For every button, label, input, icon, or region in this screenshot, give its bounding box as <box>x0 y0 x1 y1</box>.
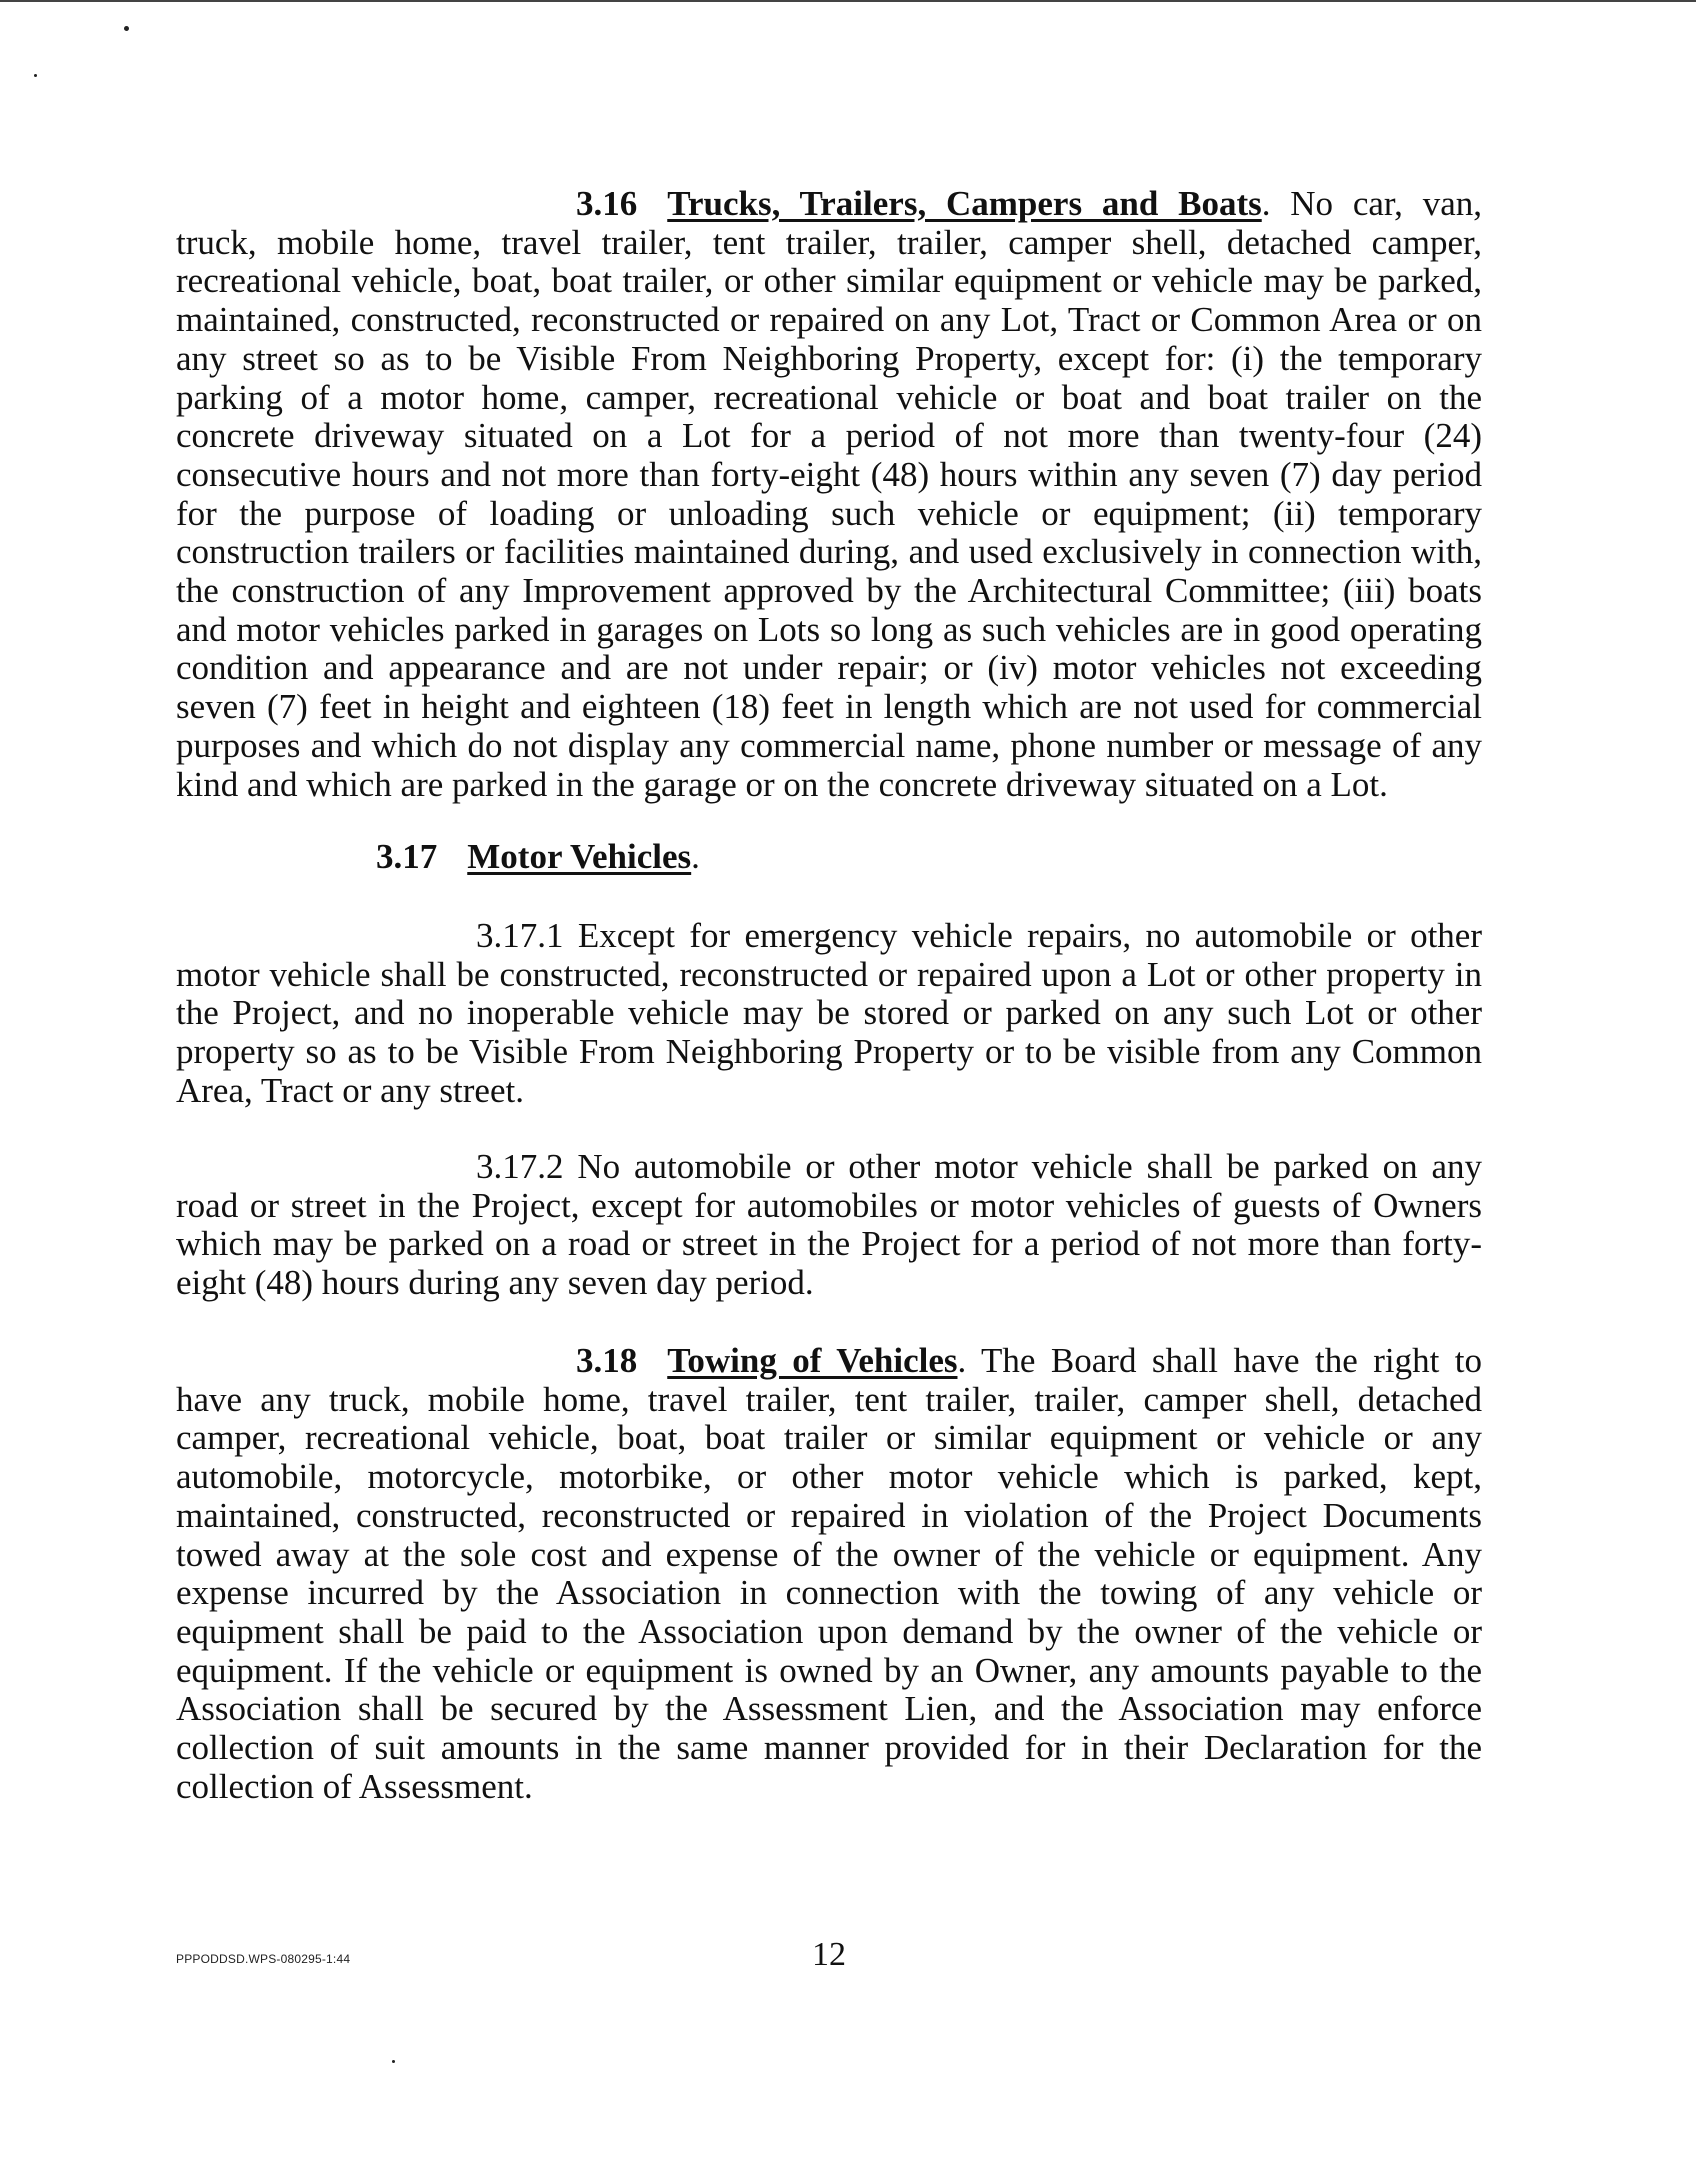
scan-edge-line <box>0 0 1696 2</box>
section-number: 3.17 <box>376 837 438 876</box>
section-3-16 <box>176 185 1482 804</box>
section-title: Towing of Vehicles <box>667 1341 958 1380</box>
section-3-17-heading <box>376 838 700 877</box>
section-title-suffix: . <box>691 837 700 876</box>
subsection-3-17-2: 3.17.2 No automobile or other motor vehicle shall be parked on any road or street in the Project, except for automobiles or motor vehicles of guests of Owners which may be parked on a road or street in the Project for a period of not more than forty-eight (48) hours during any seven day period. <box>176 1147 1482 1303</box>
section-title: Trucks, Trailers, Campers and Boats <box>667 184 1262 223</box>
scan-speck <box>392 2060 395 2063</box>
section-number: 3.16 <box>576 184 638 223</box>
section-title-suffix: . <box>957 1341 967 1380</box>
scan-speck <box>34 74 37 77</box>
footer-document-code: PPPODDSD.WPS-080295-1:44 <box>176 1952 351 1966</box>
page-number: 12 <box>812 1936 846 1973</box>
section-3-18 <box>176 1342 1482 1806</box>
section-body-text: No car, van, truck, mobile home, travel trailer, tent trailer, trailer, camper shell, detached camper, recreational vehicle, boat, boat trailer, or other similar equipment or vehicle may be parked, maintained, constructed, reconstructed or repaired on any Lot, Tract or Common Area or on any street so as to be Visible From Neighboring Property, except for: (i) the temporary parking of a motor home, camper, recreational vehicle or boat and boat trailer on the concrete driveway situated on a Lot for a period of not more than twenty-four (24) consecutive hours and not more than forty-eight (48) hours within any seven (7) day period for the purpose of loading or unloading such vehicle or equipment; (ii) temporary construction trailers or facilities maintained during, and used exclusively in connection with, the construction of any Improvement approved by the Architectural Committee; (iii) boats and motor vehicles parked in garages on Lots so long as such vehicles are in good operating condition and appearance and are not under repair; or (iv) motor vehicles not exceeding seven (7) feet in height and eighteen (18) feet in length which are not used for commercial purposes and which do not display any commercial name, phone number or message of any kind and which are parked in the garage or on the concrete driveway situated on a Lot. <box>176 184 1483 804</box>
scan-speck <box>124 26 129 31</box>
section-body-text: The Board shall have the right to have any truck, mobile home, travel trailer, tent trailer, trailer, camper shell, detached camper, recreational vehicle, boat, boat trailer or similar equipment or vehicle or any automobile, motorcycle, motorbike, or other motor vehicle which is parked, kept, maintained, constructed, reconstructed or repaired in violation of the Project Documents towed away at the sole cost and expense of the owner of the vehicle or equipment. Any expense incurred by the Association in connection with the towing of any vehicle or equipment shall be paid to the Association upon demand by the owner of the vehicle or equipment. If the vehicle or equipment is owned by an Owner, any amounts payable to the Association shall be secured by the Assessment Lien, and the Association may enforce collection of suit amounts in the same manner provided for in their Declaration for the collection of Assessment. <box>176 1341 1482 1806</box>
section-number: 3.18 <box>576 1341 638 1380</box>
section-title-suffix: . <box>1261 184 1271 223</box>
subsection-3-17-1: 3.17.1 Except for emergency vehicle repairs, no automobile or other motor vehicle shall be constructed, reconstructed or repaired upon a Lot or other property in the Project, and no inoperable vehicle may be stored or parked on any such Lot or other property so as to be Visible From Neighboring Property or to be visible from any Common Area, Tract or any street. <box>176 916 1482 1110</box>
section-title: Motor Vehicles <box>467 837 692 876</box>
